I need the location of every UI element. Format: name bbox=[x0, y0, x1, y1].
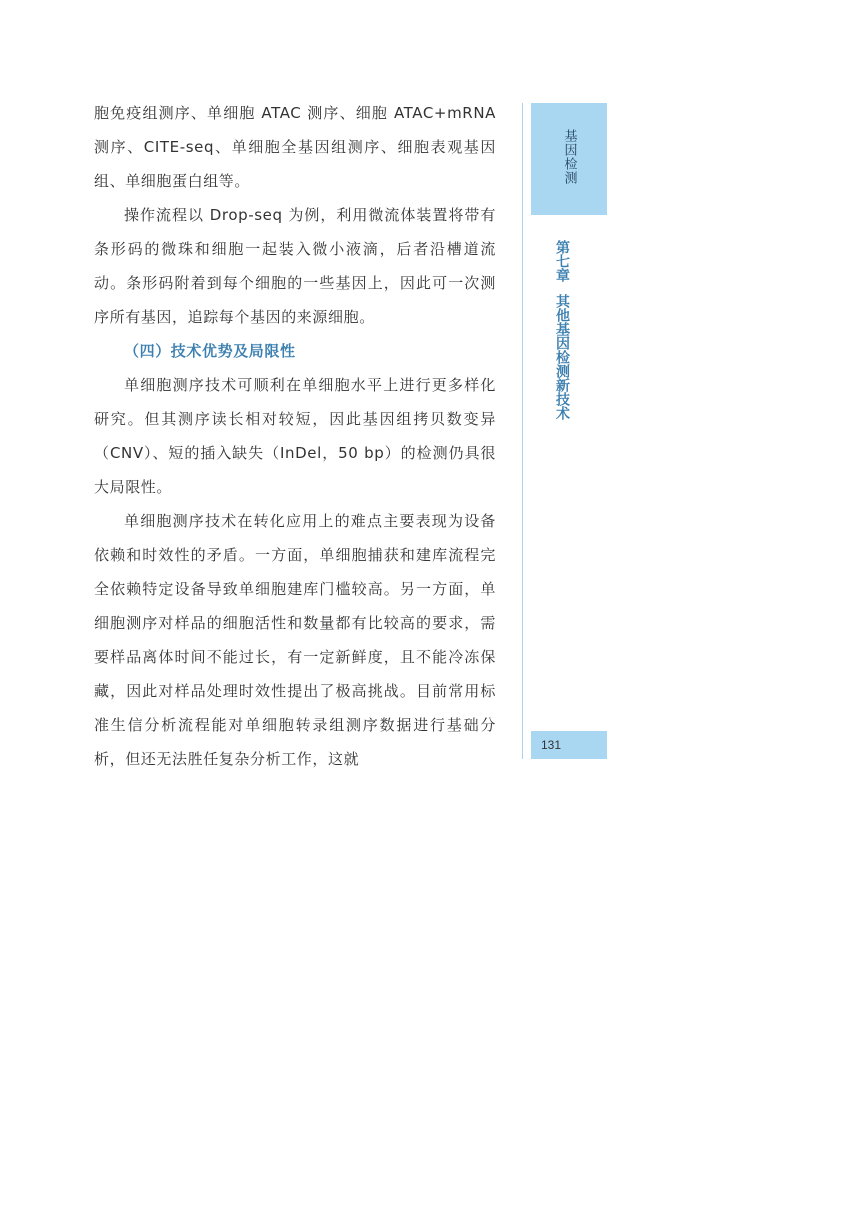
body-paragraph: 单细胞测序技术在转化应用上的难点主要表现为设备依赖和时效性的矛盾。一方面，单细胞捕获和建库流程完全依赖特定设备导致单细胞建库门槛较高。另一方面，单细胞测序对样品的细胞活性和数量都有比较高的要求，需要样品离体时间不能过长，有一定新鲜度，且不能冷冻保藏，因此对样品处理时效性提出了极高挑战。目前常用标准生信分析流程能对单细胞转录组测序数据进行基础分析，但还无法胜任复杂分析工作，这就 bbox=[94, 512, 496, 768]
chapter-label bbox=[553, 240, 571, 420]
body-text-column bbox=[94, 96, 496, 776]
chapter-title: 其他基因检测新技术 bbox=[554, 294, 570, 420]
column-divider bbox=[522, 103, 523, 759]
body-paragraph: 操作流程以 Drop-seq 为例，利用微流体装置将带有条形码的微珠和细胞一起装入微小液滴，后者沿槽道流动。条形码附着到每个细胞的一些基因上，因此可一次测序所有基因，追踪每个基因的来源细胞。 bbox=[94, 206, 496, 326]
section-heading: （四）技术优势及局限性 bbox=[124, 342, 296, 360]
chapter-number: 第七章 bbox=[554, 240, 570, 282]
section-tab-label: 基因检测 bbox=[561, 129, 577, 185]
page-number: 131 bbox=[541, 738, 562, 752]
page-number-tab bbox=[531, 731, 607, 759]
body-paragraph: 胞免疫组测序、单细胞 ATAC 测序、细胞 ATAC+mRNA 测序、CITE-seq、单细胞全基因组测序、细胞表观基因组、单细胞蛋白组等。 bbox=[94, 104, 496, 190]
section-tab bbox=[531, 103, 607, 215]
body-paragraph: 单细胞测序技术可顺利在单细胞水平上进行更多样化研究。但其测序读长相对较短，因此基因组拷贝数变异（CNV）、短的插入缺失（InDel，50 bp）的检测仍具很大局限性。 bbox=[94, 376, 496, 496]
